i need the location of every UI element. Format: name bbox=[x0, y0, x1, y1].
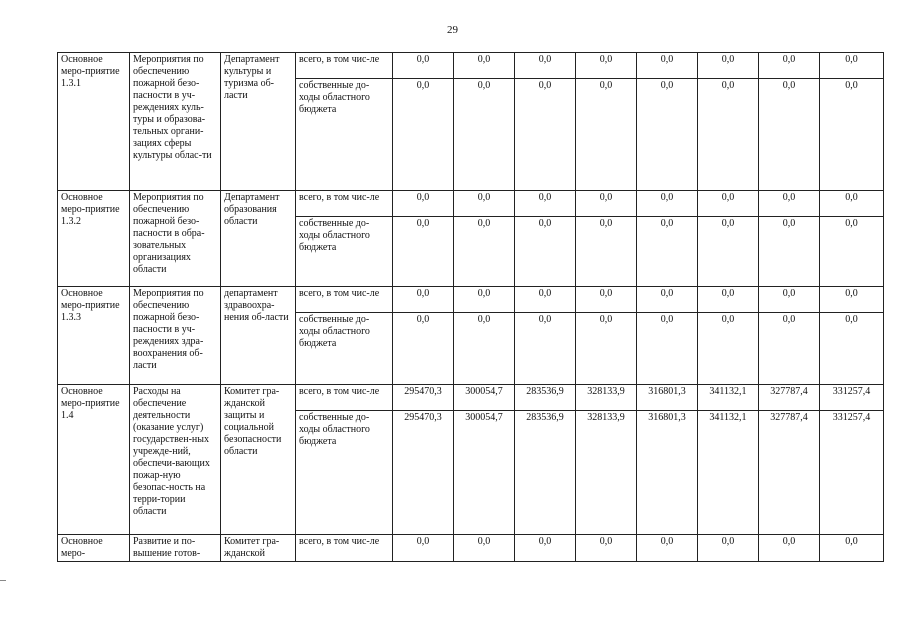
value-cell: 331257,4 bbox=[820, 385, 884, 411]
value-cell: 0,0 bbox=[576, 287, 637, 313]
value-cell: 0,0 bbox=[759, 53, 820, 79]
value-cell: 0,0 bbox=[454, 191, 515, 217]
measure-name-cell: Основное меро-приятие 1.3.1 bbox=[58, 53, 130, 191]
value-cell: 0,0 bbox=[820, 53, 884, 79]
value-cell: 0,0 bbox=[393, 535, 454, 562]
value-cell: 0,0 bbox=[393, 313, 454, 385]
executor-cell: Департамент образования области bbox=[221, 191, 296, 287]
value-cell: 327787,4 bbox=[759, 385, 820, 411]
value-cell: 0,0 bbox=[515, 191, 576, 217]
measure-name-cell: Основное меро-приятие 1.3.3 bbox=[58, 287, 130, 385]
table-row bbox=[58, 287, 884, 313]
value-cell: 0,0 bbox=[393, 287, 454, 313]
measure-name-cell: Основное меро- bbox=[58, 535, 130, 562]
value-cell: 341132,1 bbox=[698, 411, 759, 535]
measure-description-cell: Мероприятия по обеспечению пожарной безо-пасности в обра-зовательных организациях области bbox=[130, 191, 221, 287]
value-cell: 0,0 bbox=[759, 191, 820, 217]
value-cell: 0,0 bbox=[454, 79, 515, 191]
value-cell: 295470,3 bbox=[393, 411, 454, 535]
value-cell: 0,0 bbox=[820, 535, 884, 562]
value-cell: 0,0 bbox=[820, 217, 884, 287]
funding-source-cell: собственные до-ходы областного бюджета bbox=[296, 79, 393, 191]
funding-source-cell: собственные до-ходы областного бюджета bbox=[296, 313, 393, 385]
executor-cell: Комитет гра-жданской bbox=[221, 535, 296, 562]
value-cell: 0,0 bbox=[515, 287, 576, 313]
value-cell: 0,0 bbox=[637, 53, 698, 79]
value-cell: 0,0 bbox=[515, 79, 576, 191]
funding-source-cell: собственные до-ходы областного бюджета bbox=[296, 411, 393, 535]
value-cell: 283536,9 bbox=[515, 385, 576, 411]
value-cell: 0,0 bbox=[759, 79, 820, 191]
value-cell: 0,0 bbox=[576, 535, 637, 562]
value-cell: 0,0 bbox=[515, 313, 576, 385]
value-cell: 0,0 bbox=[698, 217, 759, 287]
value-cell: 0,0 bbox=[454, 313, 515, 385]
funding-source-cell: всего, в том чис-ле bbox=[296, 287, 393, 313]
value-cell: 328133,9 bbox=[576, 385, 637, 411]
margin-mark bbox=[0, 580, 6, 581]
funding-source-cell: собственные до-ходы областного бюджета bbox=[296, 217, 393, 287]
value-cell: 0,0 bbox=[637, 313, 698, 385]
measure-name-cell: Основное меро-приятие 1.4 bbox=[58, 385, 130, 535]
value-cell: 0,0 bbox=[637, 79, 698, 191]
value-cell: 316801,3 bbox=[637, 411, 698, 535]
value-cell: 0,0 bbox=[576, 217, 637, 287]
value-cell: 0,0 bbox=[759, 287, 820, 313]
value-cell: 300054,7 bbox=[454, 385, 515, 411]
value-cell: 0,0 bbox=[698, 535, 759, 562]
value-cell: 0,0 bbox=[637, 217, 698, 287]
value-cell: 0,0 bbox=[698, 287, 759, 313]
value-cell: 0,0 bbox=[637, 287, 698, 313]
executor-cell: Департамент культуры и туризма об-ласти bbox=[221, 53, 296, 191]
value-cell: 0,0 bbox=[454, 217, 515, 287]
value-cell: 0,0 bbox=[393, 79, 454, 191]
value-cell: 0,0 bbox=[576, 191, 637, 217]
value-cell: 0,0 bbox=[576, 53, 637, 79]
value-cell: 0,0 bbox=[393, 53, 454, 79]
value-cell: 0,0 bbox=[820, 79, 884, 191]
measure-description-cell: Развитие и по-вышение готов- bbox=[130, 535, 221, 562]
value-cell: 0,0 bbox=[515, 53, 576, 79]
table-row bbox=[58, 385, 884, 411]
value-cell: 0,0 bbox=[698, 53, 759, 79]
value-cell: 0,0 bbox=[454, 535, 515, 562]
value-cell: 0,0 bbox=[637, 535, 698, 562]
value-cell: 0,0 bbox=[759, 313, 820, 385]
value-cell: 0,0 bbox=[759, 217, 820, 287]
measure-description-cell: Мероприятия по обеспечению пожарной безо-пасности в уч-реждениях куль-туры и образова-тельных органи-зациях сферы культуры облас-ти bbox=[130, 53, 221, 191]
value-cell: 295470,3 bbox=[393, 385, 454, 411]
measure-description-cell: Мероприятия по обеспечению пожарной безо-пасности в уч-реждениях здра-воохранения об-ласти bbox=[130, 287, 221, 385]
value-cell: 0,0 bbox=[454, 53, 515, 79]
funding-source-cell: всего, в том чис-ле bbox=[296, 535, 393, 562]
value-cell: 331257,4 bbox=[820, 411, 884, 535]
funding-source-cell: всего, в том чис-ле bbox=[296, 191, 393, 217]
value-cell: 0,0 bbox=[698, 191, 759, 217]
value-cell: 0,0 bbox=[515, 217, 576, 287]
table-body bbox=[58, 53, 884, 562]
value-cell: 0,0 bbox=[759, 535, 820, 562]
value-cell: 316801,3 bbox=[637, 385, 698, 411]
value-cell: 300054,7 bbox=[454, 411, 515, 535]
value-cell: 0,0 bbox=[820, 287, 884, 313]
table-row bbox=[58, 191, 884, 217]
funding-source-cell: всего, в том чис-ле bbox=[296, 385, 393, 411]
value-cell: 341132,1 bbox=[698, 385, 759, 411]
value-cell: 0,0 bbox=[698, 313, 759, 385]
page-number: 29 bbox=[447, 24, 458, 36]
measure-description-cell: Расходы на обеспечение деятельности (оказание услуг) государствен-ных учрежде-ний, обеспечи-вающих пожар-ную безопас-ность на терри-тории области bbox=[130, 385, 221, 535]
value-cell: 0,0 bbox=[576, 79, 637, 191]
value-cell: 328133,9 bbox=[576, 411, 637, 535]
value-cell: 0,0 bbox=[576, 313, 637, 385]
table-row bbox=[58, 53, 884, 79]
value-cell: 0,0 bbox=[393, 191, 454, 217]
value-cell: 0,0 bbox=[698, 79, 759, 191]
executor-cell: Комитет гра-жданской защиты и социальной безопасности области bbox=[221, 385, 296, 535]
table-row bbox=[58, 535, 884, 562]
value-cell: 0,0 bbox=[393, 217, 454, 287]
funding-table bbox=[57, 52, 884, 562]
value-cell: 0,0 bbox=[820, 191, 884, 217]
value-cell: 0,0 bbox=[454, 287, 515, 313]
value-cell: 327787,4 bbox=[759, 411, 820, 535]
value-cell: 0,0 bbox=[637, 191, 698, 217]
value-cell: 0,0 bbox=[820, 313, 884, 385]
measure-name-cell: Основное меро-приятие 1.3.2 bbox=[58, 191, 130, 287]
value-cell: 0,0 bbox=[515, 535, 576, 562]
funding-source-cell: всего, в том чис-ле bbox=[296, 53, 393, 79]
value-cell: 283536,9 bbox=[515, 411, 576, 535]
executor-cell: департамент здравоохра-нения об-ласти bbox=[221, 287, 296, 385]
